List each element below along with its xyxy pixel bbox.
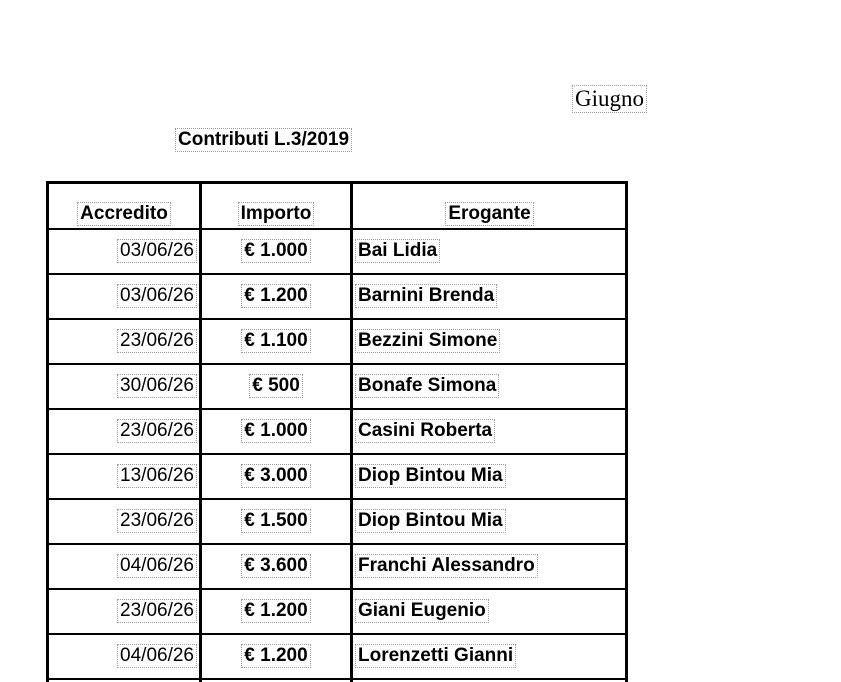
cell-date	[49, 554, 199, 578]
cell-amount	[202, 329, 350, 353]
cell-date	[49, 509, 199, 533]
cell-name-text: Diop Bintou Mia	[358, 510, 503, 531]
cell-date-text: 13/06/26	[120, 465, 194, 486]
cell-date	[49, 644, 199, 668]
cell-amount-text: € 1.200	[244, 645, 308, 666]
row-divider	[49, 318, 625, 320]
cell-date-text: 23/06/26	[120, 600, 194, 621]
cell-name-text: Bezzini Simone	[358, 330, 498, 351]
cell-date-text: 04/06/26	[120, 645, 194, 666]
cell-name	[353, 374, 626, 398]
contributions-table	[46, 181, 628, 682]
row-divider	[49, 228, 625, 230]
row-divider	[49, 363, 625, 365]
cell-amount	[202, 374, 350, 398]
cell-date-text: 03/06/26	[120, 240, 194, 261]
cell-date-text: 04/06/26	[120, 555, 194, 576]
row-divider	[49, 273, 625, 275]
cell-amount	[202, 644, 350, 668]
cell-date	[49, 374, 199, 398]
cell-name	[353, 509, 626, 533]
cell-amount-text: € 3.600	[244, 555, 308, 576]
cell-date	[49, 239, 199, 263]
cell-date-text: 30/06/26	[120, 375, 194, 396]
cell-date-text: 23/06/26	[120, 420, 194, 441]
row-divider	[49, 678, 625, 680]
cell-name	[353, 239, 626, 263]
cell-amount-text: € 3.000	[244, 465, 308, 486]
row-divider	[49, 543, 625, 545]
cell-amount	[202, 239, 350, 263]
cell-name-text: Casini Roberta	[358, 420, 493, 441]
cell-amount-text: € 1.200	[244, 600, 308, 621]
cell-amount	[202, 284, 350, 308]
cell-amount	[202, 464, 350, 488]
header-erogante-text: Erogante	[448, 203, 531, 224]
header-accredito	[49, 202, 199, 226]
cell-name-text: Bonafe Simona	[358, 375, 497, 396]
cell-name-text: Giani Eugenio	[358, 600, 486, 621]
cell-amount-text: € 1.000	[244, 420, 308, 441]
cell-date-text: 03/06/26	[120, 285, 194, 306]
cell-name-text: Franchi Alessandro	[358, 555, 535, 576]
cell-date-text: 23/06/26	[120, 330, 194, 351]
cell-amount-text: € 1.500	[244, 510, 308, 531]
cell-name	[353, 284, 626, 308]
cell-amount	[202, 419, 350, 443]
cell-date	[49, 284, 199, 308]
cell-date	[49, 329, 199, 353]
header-accredito-text: Accredito	[80, 203, 168, 224]
document-title: Contributi L.3/2019	[178, 129, 350, 150]
cell-amount	[202, 599, 350, 623]
cell-name-text: Diop Bintou Mia	[358, 465, 503, 486]
cell-name	[353, 554, 626, 578]
cell-name-text: Barnini Brenda	[358, 285, 495, 306]
header-erogante	[353, 202, 626, 226]
cell-name-text: Bai Lidia	[358, 240, 438, 261]
cell-name-text: Lorenzetti Gianni	[358, 645, 514, 666]
cell-name	[353, 329, 626, 353]
cell-date	[49, 419, 199, 443]
cell-name	[353, 599, 626, 623]
cell-amount	[202, 554, 350, 578]
cell-name	[353, 419, 626, 443]
cell-date	[49, 599, 199, 623]
cell-date-text: 23/06/26	[120, 510, 194, 531]
cell-amount-text: € 1.000	[244, 240, 308, 261]
cell-name	[353, 464, 626, 488]
header-importo-text: Importo	[240, 203, 312, 224]
cell-amount	[202, 509, 350, 533]
row-divider	[49, 453, 625, 455]
cell-name	[353, 644, 626, 668]
cell-amount-text: € 500	[252, 375, 300, 396]
cell-date	[49, 464, 199, 488]
cell-amount-text: € 1.200	[244, 285, 308, 306]
row-divider	[49, 588, 625, 590]
month-label: Giugno	[575, 86, 644, 111]
cell-amount-text: € 1.100	[244, 330, 308, 351]
row-divider	[49, 633, 625, 635]
row-divider	[49, 498, 625, 500]
row-divider	[49, 408, 625, 410]
header-importo	[202, 202, 350, 226]
